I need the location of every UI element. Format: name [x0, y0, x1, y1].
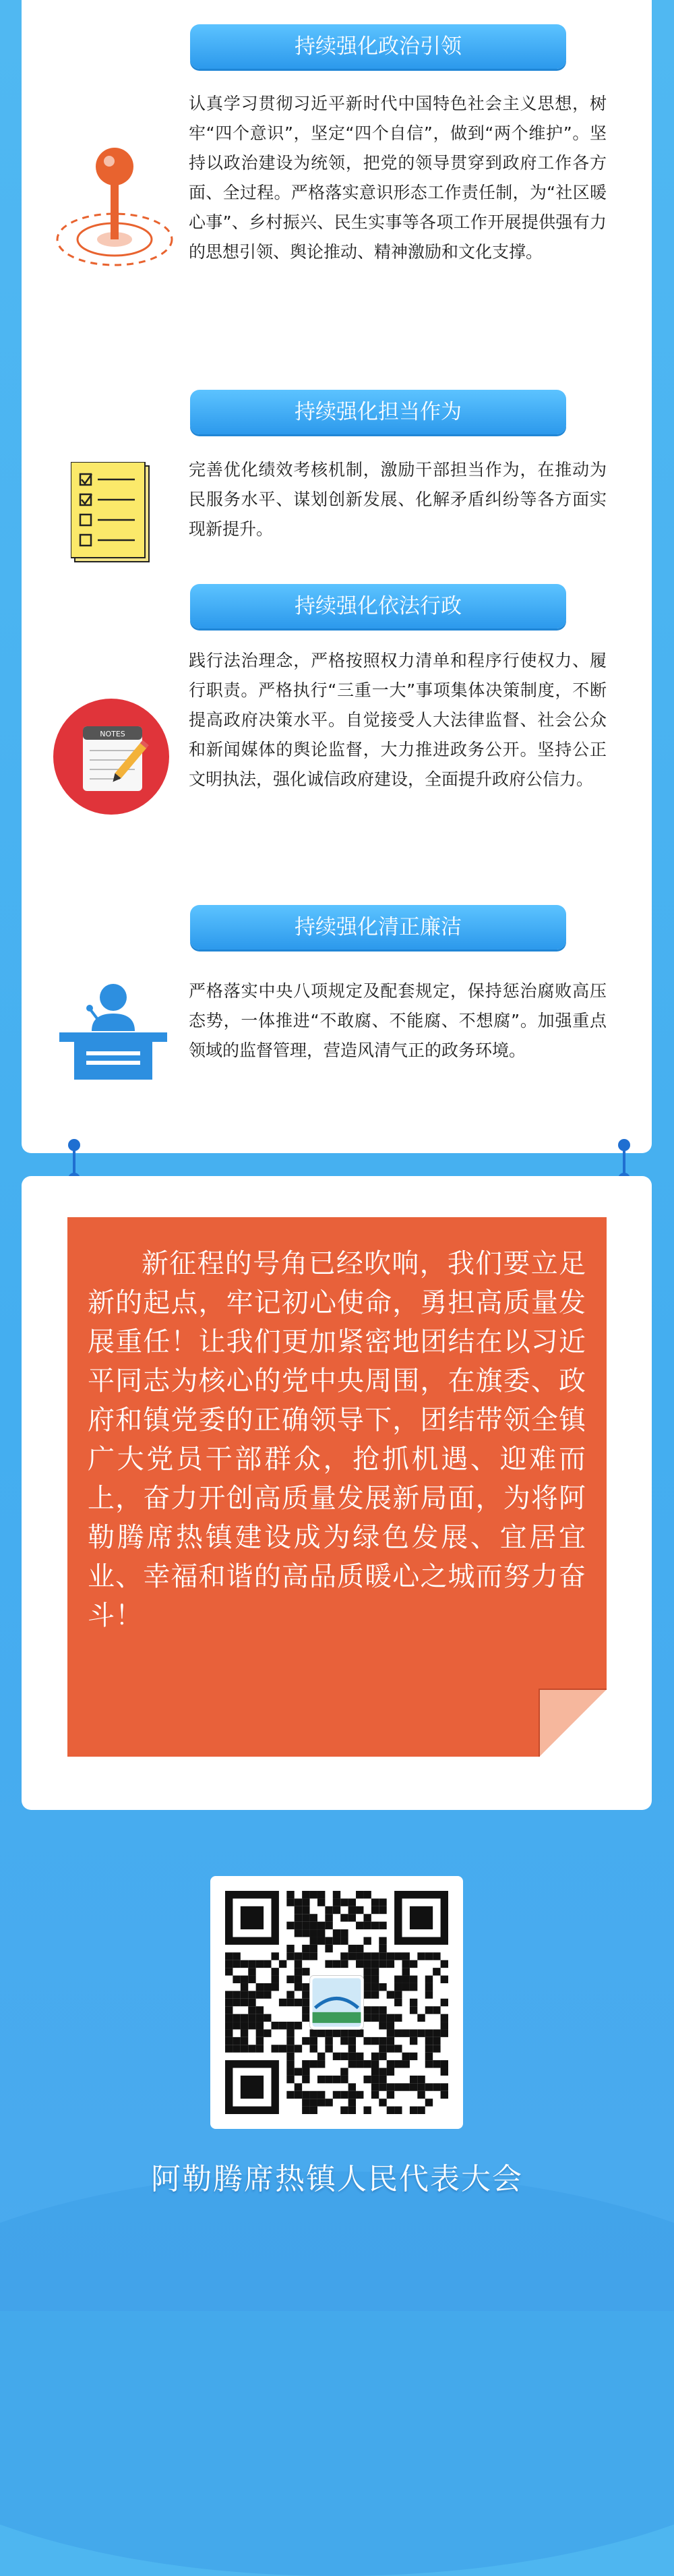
notes-icon-label: NOTES: [100, 730, 125, 738]
section-title-integrity: 持续强化清正廉洁: [190, 905, 566, 949]
footer-title: 阿勒腾席热镇人民代表大会: [151, 2162, 523, 2196]
section-title-political: 持续强化政治引领: [190, 24, 566, 69]
podium-speaker-icon: [59, 981, 167, 1086]
map-pin-target-icon: [47, 138, 182, 273]
notes-icon: [53, 698, 171, 816]
section-title-responsibility: 持续强化担当作为: [190, 390, 566, 434]
section-text-responsibility: 完善优化绩效考核机制，激励干部担当作为，在推动为民服务水平、谋划创新发展、化解矛盾纠纷等各方面实现新提升。: [189, 460, 607, 539]
background-arc: [0, 2171, 674, 2576]
section-text-law: 践行法治理念，严格按照权力清单和程序行使权力、履行职责。严格执行“三重一大”事项集体决策制度，不断提高政府决策水平。自觉接受人大法律监督、社会公众和新闻媒体的舆论监督，大力推进政务公开。坚持公正文明执法，强化诚信政府建设，全面提升政府公信力。: [189, 651, 607, 789]
section-title-law: 持续强化依法行政: [190, 584, 566, 628]
qr-code-icon: [210, 1876, 463, 2129]
qr-code-box: [210, 1876, 463, 2129]
checklist-icon: [71, 462, 158, 566]
section-text-political: 认真学习贯彻习近平新时代中国特色社会主义思想，树牢“四个意识”，坚定“四个自信”，做到“两个维护”。坚持以政治建设为统领，把党的领导贯穿到政府工作各方面、全过程。严格落实意识形态工作责任制，为“社区暖心事”、乡村振兴、民生实事等各项工作开展提供强有力的思想引领、舆论推动、精神激励和文化支撑。: [189, 94, 607, 262]
section-text-integrity: 严格落实中央八项规定及配套规定，保持惩治腐败高压态势，一体推进“不敢腐、不能腐、不想腐”。加强重点领域的监督管理，营造风清气正的政务环境。: [189, 981, 607, 1060]
closing-text: 新征程的号角已经吹响，我们要立足新的起点，牢记初心使命，勇担高质量发展重任！让我们更加紧密地团结在以习近平同志为核心的党中央周围，在旗委、政府和镇党委的正确领导下，团结带领全镇广大党员干部群众，抢抓机遇、迎难而上，奋力开创高质量发展新局面，为将阿勒腾席热镇建设成为绿色发展、宜居宜业、幸福和谐的高品质暖心之城而努力奋斗！: [88, 1248, 586, 1631]
